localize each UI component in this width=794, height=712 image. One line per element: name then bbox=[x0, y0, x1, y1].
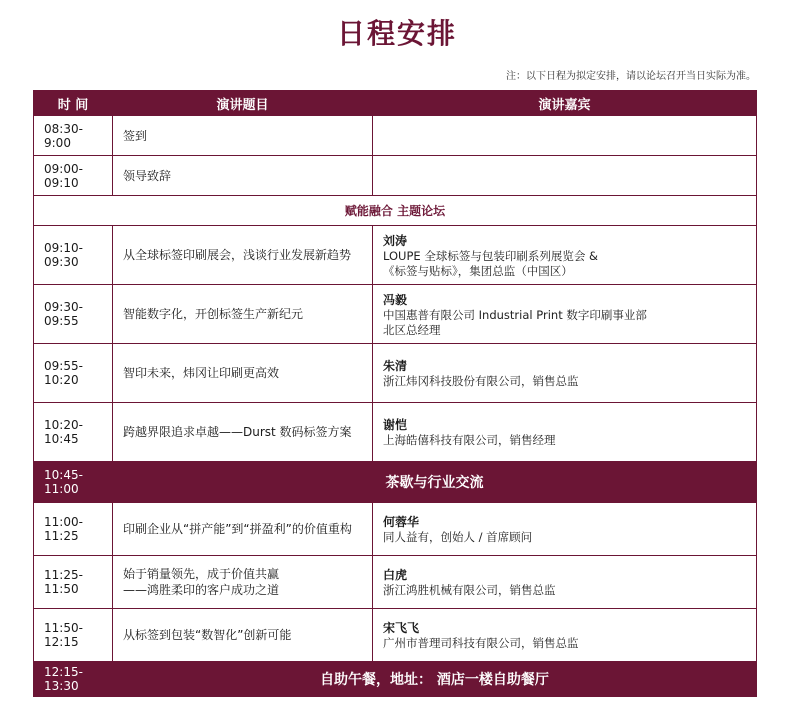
speaker-cell bbox=[373, 344, 757, 403]
section-row bbox=[34, 196, 757, 226]
speaker-name: 冯毅 bbox=[383, 292, 408, 307]
section-title: 赋能融合 主题论坛 bbox=[34, 196, 757, 226]
speaker-affiliation: 浙江炜冈科技股份有限公司，销售总监 bbox=[383, 374, 579, 388]
table-row bbox=[34, 403, 757, 462]
table-row bbox=[34, 609, 757, 662]
schedule-note: 注：以下日程为拟定安排，请以论坛召开当日实际为准。 bbox=[506, 71, 756, 82]
speaker-affiliation: 浙江鸿胜机械有限公司，销售总监 bbox=[383, 583, 556, 597]
topic-cell: 智印未来，炜冈让印刷更高效 bbox=[113, 344, 373, 403]
lunch-row bbox=[34, 662, 757, 697]
speaker-affiliation: 广州市普理司科技有限公司，销售总监 bbox=[383, 636, 579, 650]
speaker-cell bbox=[373, 156, 757, 196]
break-label: 茶歇与行业交流 bbox=[113, 462, 757, 503]
table-row bbox=[34, 116, 757, 156]
speaker-name: 何蓉华 bbox=[383, 515, 420, 529]
time-cell: 09:30-09:55 bbox=[34, 285, 113, 344]
topic-cell bbox=[113, 503, 373, 556]
time-cell: 12:15-13:30 bbox=[34, 662, 113, 697]
table-row bbox=[34, 156, 757, 196]
topic-line: 从标签到包装“数智化”创新可能 bbox=[123, 628, 292, 642]
table-header-row bbox=[34, 91, 757, 116]
header-speaker: 演讲嘉宾 bbox=[373, 91, 757, 116]
speaker-name: 白虎 bbox=[383, 568, 408, 582]
time-cell: 11:25-11:50 bbox=[34, 556, 113, 609]
break-row bbox=[34, 462, 757, 503]
topic-cell bbox=[113, 609, 373, 662]
speaker-name: 宋飞飞 bbox=[383, 621, 420, 635]
speaker-affiliation: 上海皓僖科技有限公司，销售经理 bbox=[383, 433, 556, 447]
table-row bbox=[34, 344, 757, 403]
topic-cell: 智能数字化，开创标签生产新纪元 bbox=[113, 285, 373, 344]
time-cell: 10:20-10:45 bbox=[34, 403, 113, 462]
speaker-affiliation: 中国惠普有限公司 Industrial Print 数字印刷事业部 bbox=[383, 307, 647, 322]
speaker-cell bbox=[373, 226, 757, 285]
topic-cell: 领导致辞 bbox=[113, 156, 373, 196]
topic-cell: 从全球标签印刷展会，浅谈行业发展新趋势 bbox=[113, 226, 373, 285]
speaker-cell bbox=[373, 403, 757, 462]
table-row bbox=[34, 503, 757, 556]
speaker-name: 朱清 bbox=[383, 359, 408, 373]
schedule-table bbox=[33, 90, 757, 697]
topic-line: 始于销量领先，成于价值共赢 bbox=[123, 567, 280, 581]
time-cell: 10:45-11:00 bbox=[34, 462, 113, 503]
time-cell: 11:50-12:15 bbox=[34, 609, 113, 662]
speaker-name: 谢恺 bbox=[383, 418, 408, 432]
topic-cell: 跨越界限追求卓越——Durst 数码标签方案 bbox=[113, 403, 373, 462]
speaker-cell bbox=[373, 609, 757, 662]
topic-line: 印刷企业从“拼产能”到“拼盈利”的价值重构 bbox=[123, 522, 352, 536]
speaker-cell bbox=[373, 285, 757, 344]
header-time: 时 间 bbox=[34, 91, 113, 116]
speaker-cell bbox=[373, 556, 757, 609]
speaker-affiliation: 同人益有，创始人 / 首席顾问 bbox=[383, 530, 533, 544]
topic-cell bbox=[113, 556, 373, 609]
speaker-affiliation: 《标签与贴标》，集团总监（中国区） bbox=[383, 263, 573, 278]
time-cell: 11:00-11:25 bbox=[34, 503, 113, 556]
table-row bbox=[34, 556, 757, 609]
lunch-label: 自助午餐，地址： 酒店一楼自助餐厅 bbox=[113, 662, 757, 697]
table-row bbox=[34, 285, 757, 344]
page-title: 日程安排 bbox=[336, 17, 457, 50]
speaker-cell bbox=[373, 116, 757, 156]
speaker-name: 刘涛 bbox=[383, 233, 408, 248]
time-cell: 09:10-09:30 bbox=[34, 226, 113, 285]
speaker-affiliation: LOUPE 全球标签与包装印刷系列展览会 & bbox=[383, 248, 598, 263]
time-cell: 08:30-9:00 bbox=[34, 116, 113, 156]
time-cell: 09:00-09:10 bbox=[34, 156, 113, 196]
speaker-cell bbox=[373, 503, 757, 556]
topic-line: ——鸿胜柔印的客户成功之道 bbox=[123, 583, 280, 597]
header-topic: 演讲题目 bbox=[113, 91, 373, 116]
speaker-affiliation: 北区总经理 bbox=[383, 322, 441, 337]
table-row bbox=[34, 226, 757, 285]
topic-cell: 签到 bbox=[113, 116, 373, 156]
time-cell: 09:55-10:20 bbox=[34, 344, 113, 403]
